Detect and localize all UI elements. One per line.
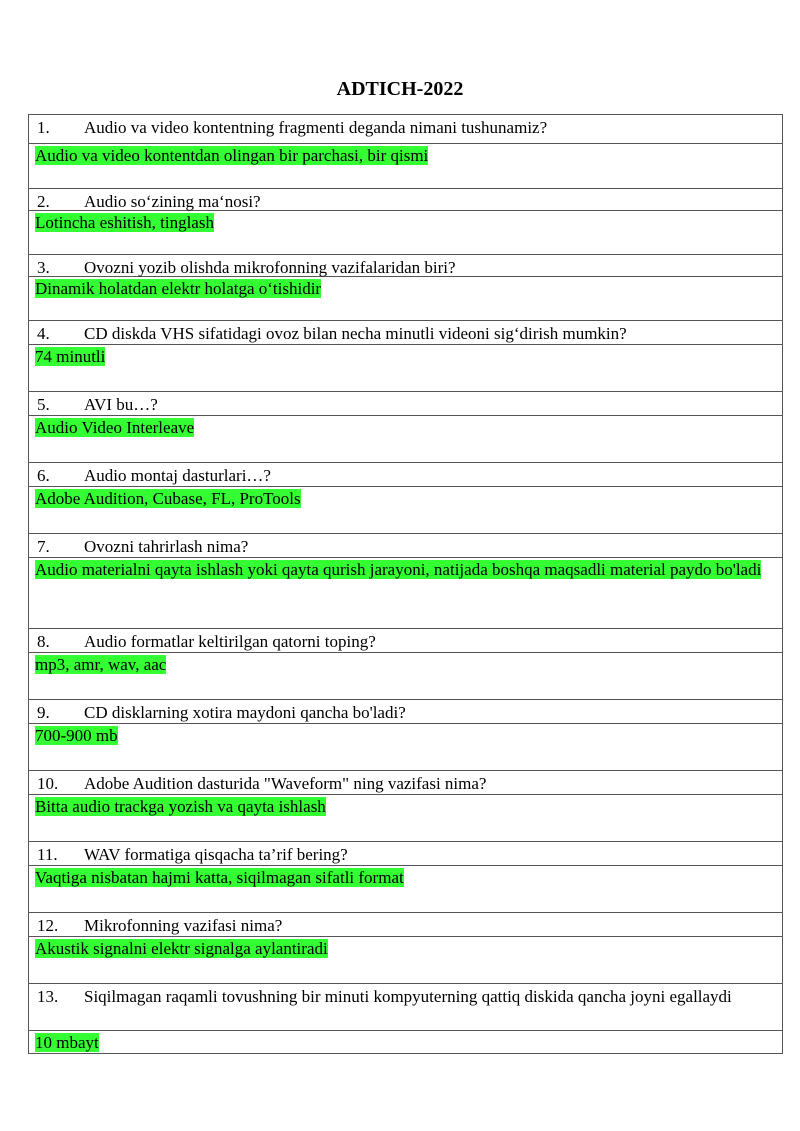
question-number: 13. [37, 987, 59, 1006]
question-row [29, 771, 782, 795]
answer-text: Akustik signalni elektr signalga aylantiradi [35, 939, 328, 958]
page-title: ADTICH-2022 [336, 78, 464, 100]
question-number: 5. [37, 395, 50, 414]
answer-text: Vaqtiga nisbatan hajmi katta, siqilmagan sifatli format [35, 868, 404, 887]
question-row [29, 629, 782, 653]
answer-row [29, 211, 782, 255]
answer-row [29, 795, 782, 842]
question-text: Siqilmagan raqamli tovushning bir minuti kompyuterning qattiq diskida qancha joyni egallaydi [84, 987, 732, 1006]
question-number: 3. [37, 258, 50, 277]
question-text: Audio so‘zining ma‘nosi? [84, 192, 261, 211]
question-text: Mikrofonning vazifasi nima? [84, 916, 283, 935]
answer-row [29, 1031, 782, 1054]
question-text: Audio formatlar keltirilgan qatorni toping? [84, 632, 376, 651]
question-row [29, 700, 782, 724]
question-text: CD disklarning xotira maydoni qancha bo'ladi? [84, 703, 406, 722]
answer-text: Audio va video kontentdan olingan bir parchasi, bir qismi [35, 146, 429, 165]
answer-text: Adobe Audition, Cubase, FL, ProTools [35, 489, 301, 508]
question-text: WAV formatiga qisqacha ta’rif bering? [84, 845, 348, 864]
question-number: 7. [37, 537, 50, 556]
answer-row [29, 653, 782, 700]
answer-text: mp3, amr, wav, aac [35, 655, 167, 674]
answer-row [29, 416, 782, 463]
question-row [29, 534, 782, 558]
question-row [29, 842, 782, 866]
question-row [29, 913, 782, 937]
answer-text: Audio Video Interleave [35, 418, 195, 437]
question-number: 1. [37, 118, 50, 137]
question-number: 4. [37, 324, 50, 343]
question-number: 8. [37, 632, 50, 651]
question-row [29, 984, 782, 1031]
answer-text: Dinamik holatdan elektr holatga o‘tishidir [35, 279, 322, 298]
question-text: Ovozni tahrirlash nima? [84, 537, 249, 556]
question-row [29, 392, 782, 416]
question-text: AVI bu…? [84, 395, 158, 414]
question-text: Audio va video kontentning fragmenti deganda nimani tushunamiz? [84, 118, 548, 137]
question-text: CD diskda VHS sifatidagi ovoz bilan necha minutli videoni sig‘dirish mumkin? [84, 324, 627, 343]
answer-text: Audio materialni qayta ishlash yoki qayta qurish jarayoni, natijada boshqa maqsadli material paydo bo'ladi [35, 560, 762, 579]
question-text: Adobe Audition dasturida "Waveform" ning vazifasi nima? [84, 774, 487, 793]
answer-row [29, 558, 782, 629]
answer-row [29, 144, 782, 189]
question-row [29, 255, 782, 277]
answer-row [29, 277, 782, 321]
question-row [29, 115, 782, 144]
question-row [29, 189, 782, 211]
answer-row [29, 937, 782, 984]
question-number: 6. [37, 466, 50, 485]
question-table [28, 114, 783, 1054]
question-text: Ovozni yozib olishda mikrofonning vazifalaridan biri? [84, 258, 456, 277]
question-number: 12. [37, 916, 59, 935]
question-row [29, 321, 782, 345]
answer-text: 10 mbayt [35, 1033, 99, 1052]
question-number: 2. [37, 192, 50, 211]
answer-text: 74 minutli [35, 347, 106, 366]
answer-row [29, 866, 782, 913]
answer-row [29, 724, 782, 771]
answer-text: Lotincha eshitish, tinglash [35, 213, 214, 232]
question-number: 11. [37, 845, 58, 864]
question-number: 9. [37, 703, 50, 722]
question-text: Audio montaj dasturlari…? [84, 466, 271, 485]
answer-text: Bitta audio trackga yozish va qayta ishlash [35, 797, 326, 816]
answer-row [29, 487, 782, 534]
question-row [29, 463, 782, 487]
answer-text: 700-900 mb [35, 726, 118, 745]
answer-row [29, 345, 782, 392]
question-number: 10. [37, 774, 59, 793]
